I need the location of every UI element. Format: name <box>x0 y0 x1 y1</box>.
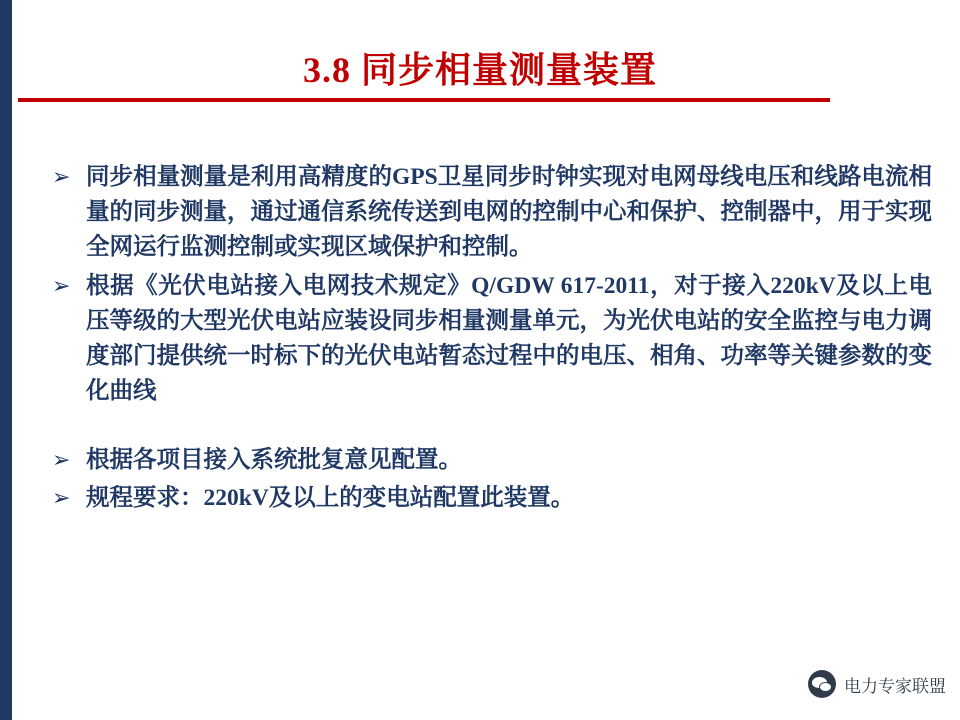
footer-watermark <box>808 670 946 698</box>
page-title: 3.8 同步相量测量装置 <box>302 50 657 90</box>
left-accent-bar <box>0 0 12 720</box>
watermark-text: 电力专家联盟 <box>844 676 946 696</box>
list-item-text: 根据《光伏电站接入电网技术规定》Q/GDW 617-2011，对于接入220kV及以上电压等级的大型光伏电站应装设同步相量测量单元，为光伏电站的安全监控与电力调度部门提供统一时标下的光伏电站暂态过程中的电压、相角、功率等关键参数的变化曲线 <box>86 273 932 404</box>
list-item-text: 同步相量测量是利用高精度的GPS卫星同步时钟实现对电网母线电压和线路电流相量的同步测量，通过通信系统传送到电网的控制中心和保护、控制器中，用于实现全网运行监测控制或实现区域保护和控制。 <box>86 164 932 260</box>
list-item <box>52 269 932 409</box>
wechat-icon <box>808 670 836 698</box>
list-item <box>52 481 932 517</box>
list-item <box>52 160 932 265</box>
list-item-text: 根据各项目接入系统批复意见配置。 <box>86 447 462 473</box>
list-item-text: 规程要求：220kV及以上的变电站配置此装置。 <box>86 485 575 511</box>
arrow-bullet-icon: ➢ <box>52 486 71 511</box>
arrow-bullet-icon: ➢ <box>52 448 71 473</box>
spacer <box>52 411 932 443</box>
title-underline <box>18 98 830 102</box>
arrow-bullet-icon: ➢ <box>52 165 71 190</box>
bullet-list <box>52 160 932 519</box>
arrow-bullet-icon: ➢ <box>52 274 71 299</box>
list-item <box>52 443 932 479</box>
